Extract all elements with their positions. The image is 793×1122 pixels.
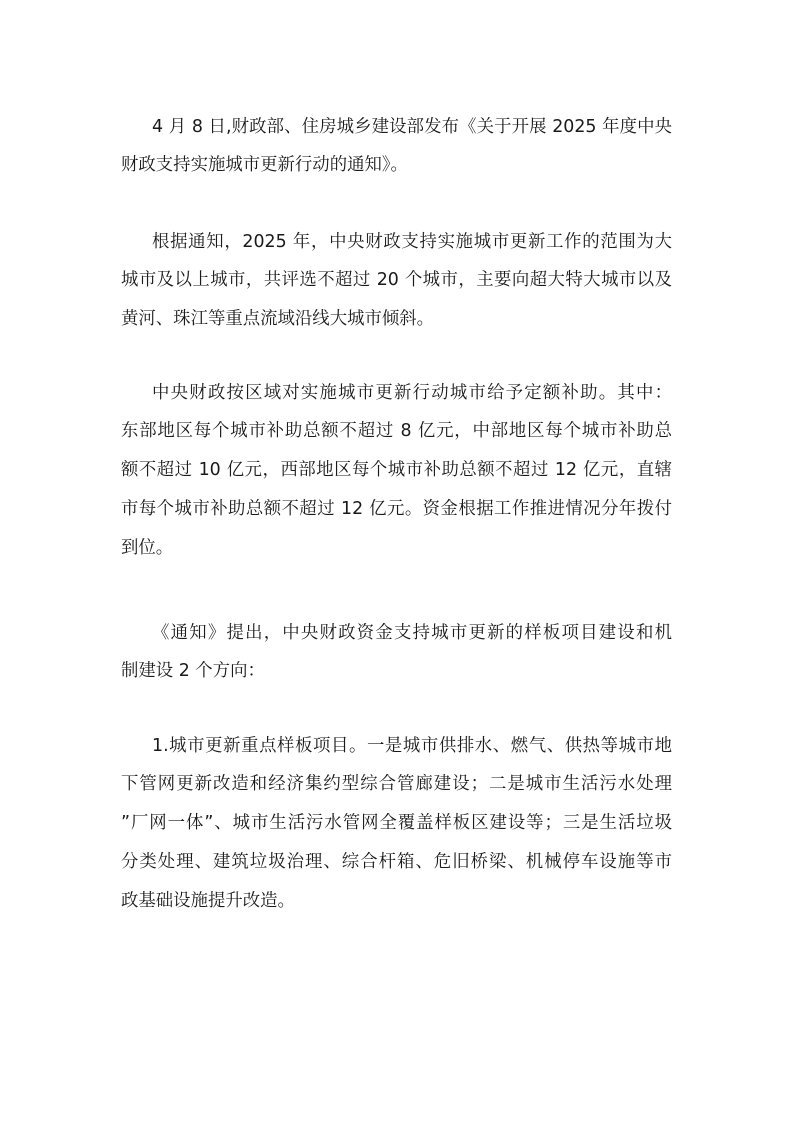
text-line: 《通知》提出，中央财政资金支持城市更新的样板项目建设和机	[152, 622, 672, 643]
paragraph-subsidy	[121, 374, 672, 568]
text-line: 额不超过 10 亿元，西部地区每个城市补助总额不超过 12 亿元，直辖	[121, 460, 672, 481]
text-line: 1.城市更新重点样板项目。一是城市供排水、燃气、供热等城市地	[152, 735, 672, 756]
paragraph-pilot-projects	[121, 727, 672, 921]
text-line: 城市及以上城市，共评选不超过 20 个城市，主要向超大特大城市以及	[121, 270, 672, 291]
paragraph-announcement	[121, 108, 672, 186]
text-line: 制建设 2 个方向：	[121, 661, 265, 682]
text-line: ”厂网一体”、城市生活污水管网全覆盖样板区建设等；三是生活垃圾	[121, 813, 672, 834]
text-line: 政基础设施提升改造。	[121, 890, 295, 911]
paragraph-scope	[121, 223, 672, 339]
text-line: 财政支持实施城市更新行动的通知》。	[121, 155, 408, 176]
text-line: 根据通知，2025 年，中央财政支持实施城市更新工作的范围为大	[152, 231, 672, 252]
text-line: 到位。	[121, 537, 174, 558]
text-line: 黄河、珠江等重点流域沿线大城市倾斜。	[121, 309, 435, 330]
text-line: 4 月 8 日,财政部、住房城乡建设部发布《关于开展 2025 年度中央	[152, 116, 672, 137]
text-line: 东部地区每个城市补助总额不超过 8 亿元，中部地区每个城市补助总	[121, 421, 672, 442]
text-line: 下管网更新改造和经济集约型综合管廊建设；二是城市生活污水处理	[121, 774, 672, 795]
text-line: 市每个城市补助总额不超过 12 亿元。资金根据工作推进情况分年拨付	[121, 498, 672, 519]
text-line: 中央财政按区域对实施城市更新行动城市给予定额补助。其中：	[152, 382, 672, 403]
text-line: 分类处理、建筑垃圾治理、综合杆箱、危旧桥梁、机械停车设施等市	[121, 851, 672, 872]
paragraph-directions	[121, 614, 672, 692]
